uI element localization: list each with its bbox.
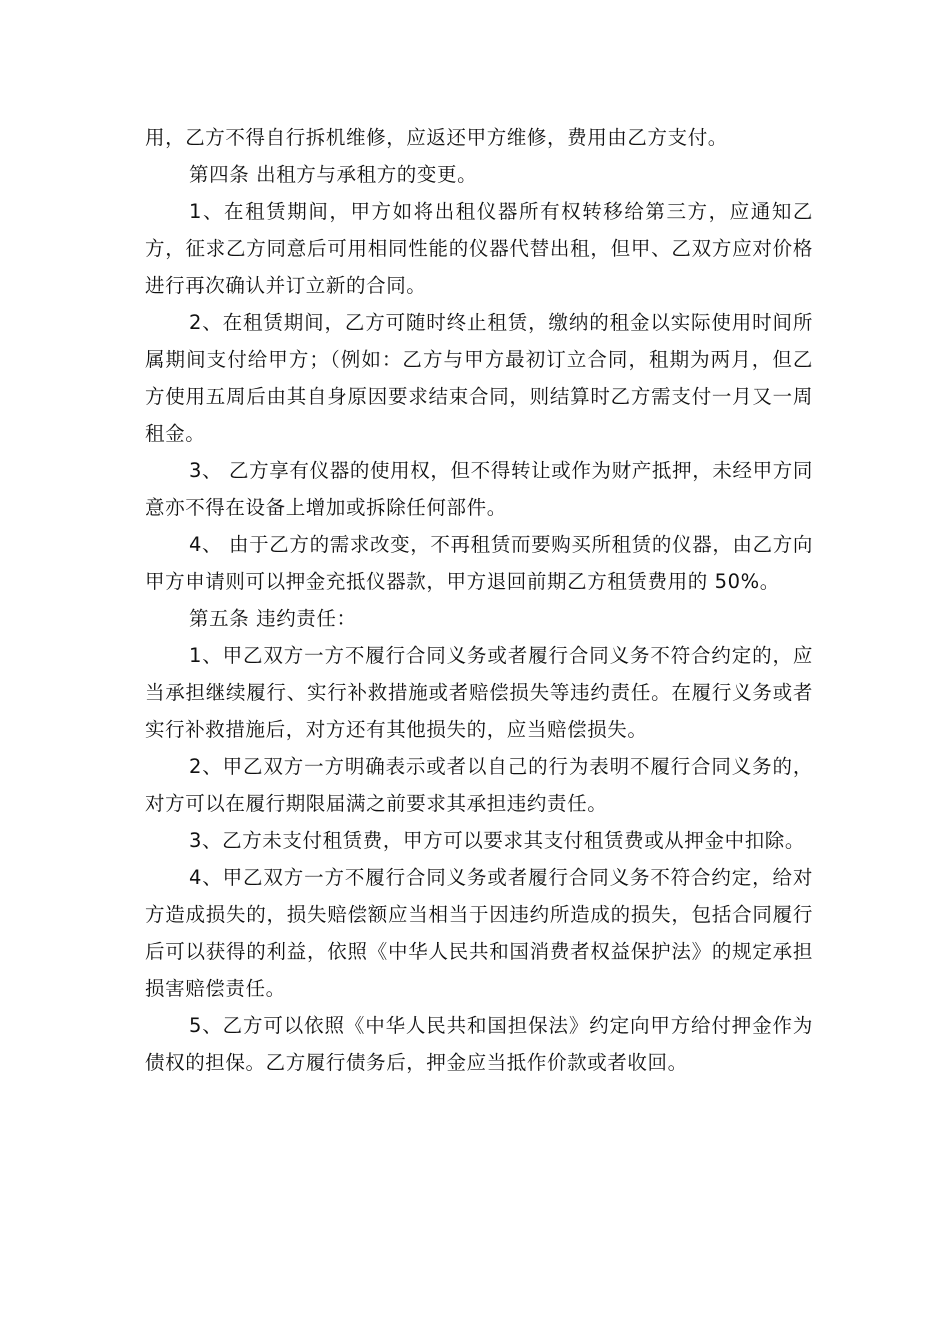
article-4-clause-1: 1、在租赁期间，甲方如将出租仪器所有权转移给第三方，应通知乙方，征求乙方同意后可用相同性能的仪器代替出租，但甲、乙双方应对价格进行再次确认并订立新的合同。 (145, 200, 813, 297)
article-4-clause-3: 3、 乙方享有仪器的使用权，但不得转让或作为财产抵押，未经甲方同意亦不得在设备上增加或拆除任何部件。 (145, 459, 813, 519)
article-4-heading: 第四条 出租方与承租方的变更。 (189, 163, 478, 186)
article-5-clause-3: 3、乙方未支付租赁费，甲方可以要求其支付租赁费或从押金中扣除。 (189, 829, 806, 852)
article-5-clause-4: 4、甲乙双方一方不履行合同义务或者履行合同义务不符合约定，给对方造成损失的，损失赔偿额应当相当于因违约所造成的损失，包括合同履行后可以获得的利益，依照《中华人民共和国消费者权益保护法》的规定承担损害赔偿责任。 (145, 866, 813, 1000)
article-5-clause-1: 1、甲乙双方一方不履行合同义务或者履行合同义务不符合约定的，应当承担继续履行、实行补救措施或者赔偿损失等违约责任。在履行义务或者实行补救措施后，对方还有其他损失的，应当赔偿损失。 (145, 644, 813, 741)
paragraph-continuation: 用，乙方不得自行拆机维修，应返还甲方维修，费用由乙方支付。 (145, 126, 728, 149)
document-body (145, 119, 813, 1081)
article-5-clause-5: 5、乙方可以依照《中华人民共和国担保法》约定向甲方给付押金作为债权的担保。乙方履行债务后，押金应当抵作价款或者收回。 (145, 1014, 813, 1074)
article-4-clause-2: 2、在租赁期间，乙方可随时终止租赁，缴纳的租金以实际使用时间所属期间支付给甲方；（例如：乙方与甲方最初订立合同，租期为两月，但乙方使用五周后由其自身原因要求结束合同，则结算时乙方需支付一月又一周租金。 (145, 311, 813, 445)
article-5-heading: 第五条 违约责任： (189, 607, 357, 630)
article-4-clause-4: 4、 由于乙方的需求改变，不再租赁而要购买所租赁的仪器，由乙方向甲方申请则可以押金充抵仪器款，甲方退回前期乙方租赁费用的 50%。 (145, 533, 813, 593)
article-5-clause-2: 2、甲乙双方一方明确表示或者以自己的行为表明不履行合同义务的，对方可以在履行期限届满之前要求其承担违约责任。 (145, 755, 813, 815)
